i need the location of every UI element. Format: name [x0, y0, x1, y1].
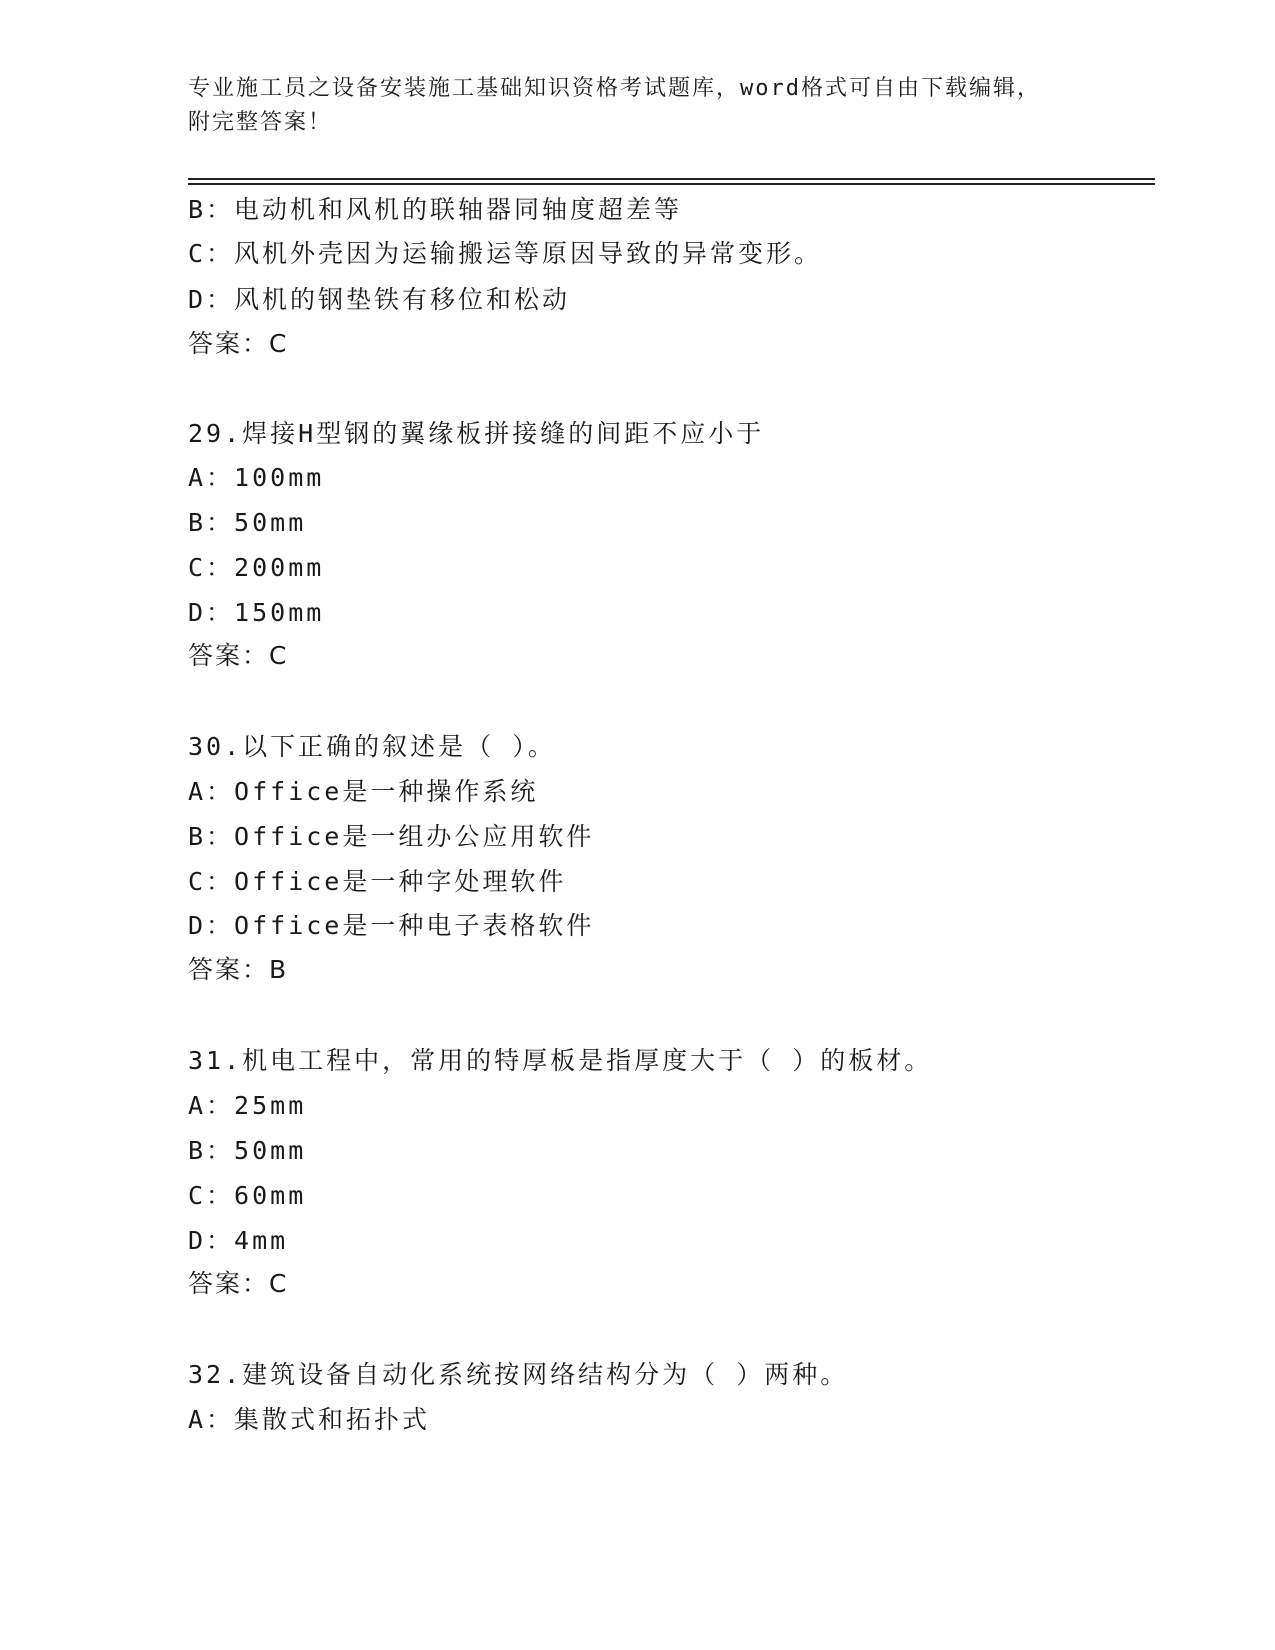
q29-option-a: A：100mm — [188, 463, 325, 492]
q29-option-b: B：50mm — [188, 508, 307, 537]
q31-option-c: C：60mm — [188, 1181, 307, 1210]
q30-question: 30.以下正确的叙述是（ ）。 — [188, 732, 556, 761]
q30-answer: 答案：B — [188, 955, 289, 984]
document-header — [188, 72, 1088, 140]
q29-answer: 答案：C — [188, 641, 289, 670]
header-rule-top — [188, 178, 1155, 180]
q31-question: 31.机电工程中，常用的特厚板是指厚度大于（ ）的板材。 — [188, 1046, 933, 1075]
q30-option-b: B：Office是一组办公应用软件 — [188, 822, 595, 851]
q30-option-a: A：Office是一种操作系统 — [188, 777, 539, 806]
q31-option-a: A：25mm — [188, 1091, 307, 1120]
header-line-1: 专业施工员之设备安装施工基础知识资格考试题库，word格式可自由下载编辑， — [188, 76, 1041, 101]
q31-option-d: D：4mm — [188, 1226, 289, 1255]
q31-option-b: B：50mm — [188, 1136, 307, 1165]
header-rule-bottom — [188, 183, 1155, 185]
q32-option-a: A：集散式和拓扑式 — [188, 1405, 431, 1434]
q29-option-d: D：150mm — [188, 598, 325, 627]
q28-option-d: D：风机的钢垫铁有移位和松动 — [188, 285, 571, 314]
q28-option-c: C：风机外壳因为运输搬运等原因导致的异常变形。 — [188, 239, 823, 268]
q29-question: 29.焊接H型钢的翼缘板拼接缝的间距不应小于 — [188, 419, 765, 448]
q30-option-d: D：Office是一种电子表格软件 — [188, 911, 595, 940]
q28-option-b: B：电动机和风机的联轴器同轴度超差等 — [188, 195, 683, 224]
header-line-2: 附完整答案！ — [188, 110, 333, 135]
q31-answer: 答案：C — [188, 1269, 289, 1298]
q30-option-c: C：Office是一种字处理软件 — [188, 867, 567, 896]
q28-answer: 答案：C — [188, 329, 289, 358]
q29-option-c: C：200mm — [188, 553, 325, 582]
q32-question: 32.建筑设备自动化系统按网络结构分为（ ）两种。 — [188, 1360, 849, 1389]
